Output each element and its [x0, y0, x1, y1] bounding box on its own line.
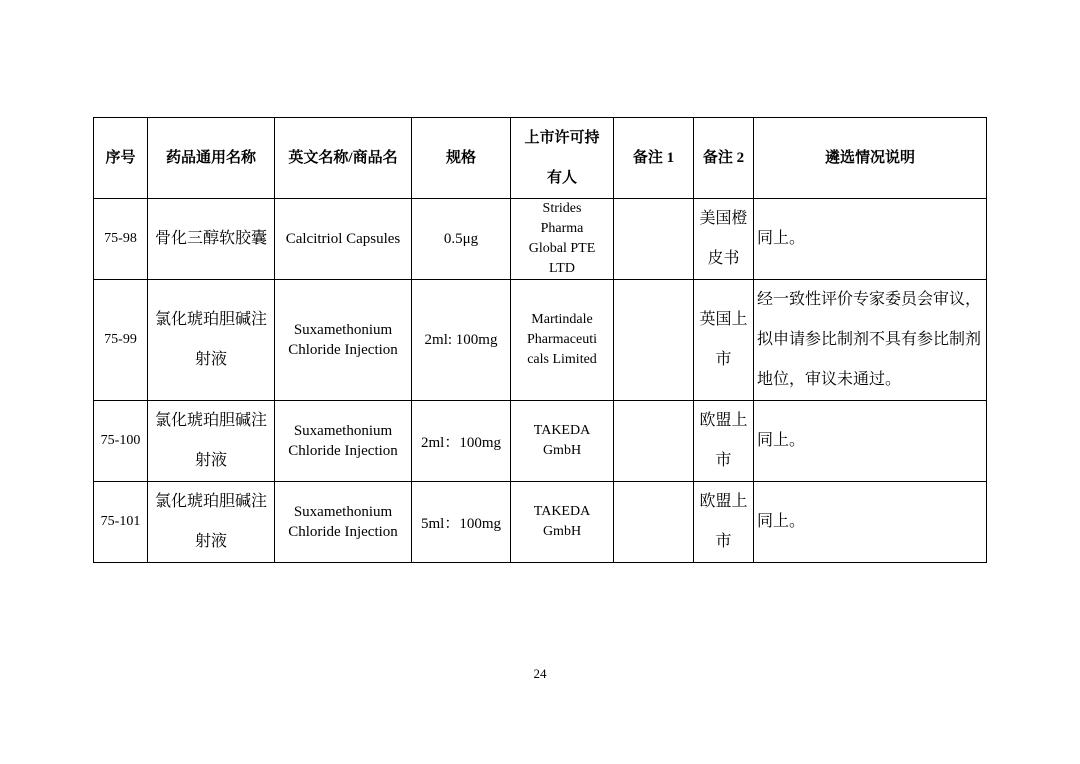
- cell-spec: 5ml：100mg: [412, 482, 511, 563]
- cell-generic-name: 氯化琥珀胆碱注射液: [148, 401, 275, 482]
- cell-generic-name: 氯化琥珀胆碱注射液: [148, 280, 275, 401]
- cell-selection: 同上。: [754, 401, 987, 482]
- page-number: 24: [533, 666, 547, 681]
- cell-generic-name: 氯化琥珀胆碱注射液: [148, 482, 275, 563]
- col-header-note2: 备注 2: [694, 118, 754, 199]
- cell-english-name: Suxamethonium Chloride Injection: [275, 482, 412, 563]
- col-header-note1: 备注 1: [614, 118, 694, 199]
- cell-holder: Strides Pharma Global PTE LTD: [511, 199, 614, 280]
- cell-note2: 美国橙皮书: [694, 199, 754, 280]
- cell-spec: 2ml：100mg: [412, 401, 511, 482]
- table-row: [94, 199, 987, 280]
- cell-generic-name: 骨化三醇软胶囊: [148, 199, 275, 280]
- cell-holder: TAKEDA GmbH: [511, 482, 614, 563]
- cell-note2: 欧盟上市: [694, 401, 754, 482]
- col-header-spec: 规格: [412, 118, 511, 199]
- cell-holder: TAKEDA GmbH: [511, 401, 614, 482]
- cell-selection: 经一致性评价专家委员会审议，拟申请参比制剂不具有参比制剂地位，审议未通过。: [754, 280, 987, 401]
- col-header-selection: 遴选情况说明: [754, 118, 987, 199]
- drug-selection-table: [93, 117, 987, 563]
- cell-seq: 75-101: [94, 482, 148, 563]
- cell-note1: [614, 482, 694, 563]
- cell-seq: 75-98: [94, 199, 148, 280]
- cell-note1: [614, 401, 694, 482]
- cell-seq: 75-99: [94, 280, 148, 401]
- table-row: [94, 482, 987, 563]
- cell-holder: Martindale Pharmaceuticals Limited: [511, 280, 614, 401]
- col-header-holder: 上市许可持有人: [511, 118, 614, 199]
- cell-note2: 欧盟上市: [694, 482, 754, 563]
- cell-english-name: Suxamethonium Chloride Injection: [275, 401, 412, 482]
- col-header-english-name: 英文名称/商品名: [275, 118, 412, 199]
- cell-note1: [614, 199, 694, 280]
- col-header-generic-name: 药品通用名称: [148, 118, 275, 199]
- cell-english-name: Suxamethonium Chloride Injection: [275, 280, 412, 401]
- table-header-row: [94, 118, 987, 199]
- cell-spec: 2ml: 100mg: [412, 280, 511, 401]
- cell-note2: 英国上市: [694, 280, 754, 401]
- table-row: [94, 401, 987, 482]
- cell-selection: 同上。: [754, 199, 987, 280]
- col-header-seq: 序号: [94, 118, 148, 199]
- cell-selection: 同上。: [754, 482, 987, 563]
- cell-note1: [614, 280, 694, 401]
- cell-english-name: Calcitriol Capsules: [275, 199, 412, 280]
- table-row: [94, 280, 987, 401]
- cell-spec: 0.5μg: [412, 199, 511, 280]
- cell-seq: 75-100: [94, 401, 148, 482]
